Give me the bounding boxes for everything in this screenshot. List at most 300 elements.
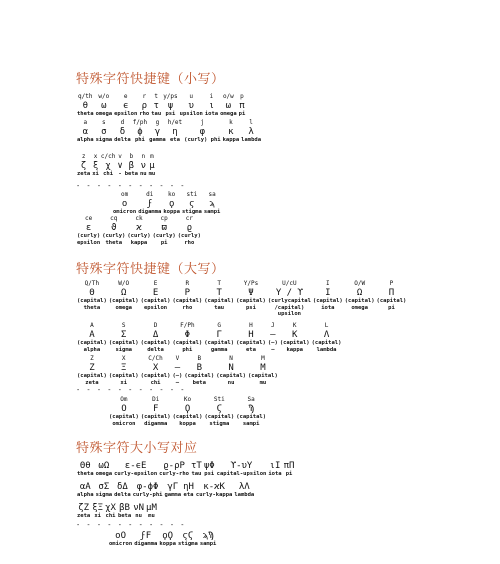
greek-symbol: Ω <box>356 287 363 298</box>
symbol-name-line1: (capital) <box>77 298 107 305</box>
symbol-name-line2: koppa <box>179 420 196 427</box>
symbol-name-line2: theta <box>83 304 101 311</box>
greek-symbol: Ζ <box>89 362 95 373</box>
greek-symbol: β <box>128 160 135 171</box>
shortcut-key: W/O <box>118 280 130 287</box>
greek-symbol: τ <box>153 100 159 111</box>
greek-symbol: ϒ-υΥ <box>230 461 253 471</box>
symbol-name: curly-phi <box>132 492 163 499</box>
symbol-name: stigma <box>181 209 202 216</box>
greek-symbol: Π <box>388 287 395 298</box>
greek-symbol: ϵ <box>123 100 129 111</box>
symbol-name: (curly) phi <box>184 137 221 144</box>
symbol-name: theta <box>77 111 94 118</box>
shortcut-key: Ko <box>183 396 192 403</box>
greek-symbol: ξ <box>92 160 99 171</box>
pairs-row-2 <box>76 482 255 499</box>
symbol-name: xi <box>94 513 101 520</box>
shortcut-key: m <box>150 153 154 160</box>
symbol-name: delta <box>114 137 131 144</box>
greek-symbol: πΠ <box>283 461 295 471</box>
shortcut-key: Om <box>120 396 128 403</box>
symbol-name-line2: rho <box>182 304 193 311</box>
greek-symbol: ιΙ <box>269 461 281 471</box>
symbol-name-line2: omega <box>115 304 132 311</box>
symbol-name-line1: (capital) <box>108 298 139 305</box>
greek-symbol: δ <box>119 126 126 137</box>
symbol-name-line1: (capital) <box>109 414 139 421</box>
symbol-name: sigma <box>95 137 113 144</box>
symbol-name-line1: (capital) <box>204 298 235 305</box>
symbol-name-line2: omega <box>351 304 368 311</box>
symbol-name: gamma <box>149 137 166 144</box>
shortcut-key: Y/Ps <box>243 280 259 287</box>
shortcut-key: Sti <box>213 396 225 403</box>
shortcut-key: Z <box>90 355 94 362</box>
greek-symbol: ν <box>140 160 147 171</box>
greek-symbol: Ϛ <box>216 403 223 414</box>
shortcut-key: j <box>200 119 205 126</box>
greek-symbol: ζ <box>80 160 87 171</box>
symbol-name-line1: (curly) <box>152 233 176 240</box>
greek-symbol: Δ <box>152 329 159 340</box>
greek-symbol: ι <box>208 100 215 111</box>
greek-symbol: γ <box>154 126 161 137</box>
symbol-name-line2: /capital) <box>274 304 305 311</box>
symbol-name: zeta <box>77 513 91 520</box>
shortcut-key: o/w <box>222 93 234 100</box>
symbol-name-line1: (–) <box>172 373 183 380</box>
greek-symbol: ϝϜ <box>140 531 152 541</box>
shortcut-key: ko <box>168 191 176 198</box>
symbol-name-line2: gamma <box>210 346 228 353</box>
symbol-name: phi <box>134 137 145 144</box>
symbol-name-line3 <box>140 311 172 317</box>
greek-symbol: η <box>172 126 178 137</box>
shortcut-key: ck <box>135 215 143 222</box>
greek-symbol: ψ <box>167 100 174 111</box>
symbol-name: iota <box>268 471 282 478</box>
lowercase-row-4 <box>112 192 221 216</box>
greek-symbol: α <box>82 126 88 137</box>
greek-symbol: χ <box>105 160 111 171</box>
symbol-name: - <box>118 171 122 178</box>
symbol-name-line1: (capital) <box>216 373 246 380</box>
greek-symbol: Υ / ϒ <box>275 287 303 298</box>
symbol-name-line1: (capital) <box>312 298 343 305</box>
greek-symbol: ϡ <box>209 198 215 209</box>
symbol-name: sigma <box>95 492 113 499</box>
greek-symbol: αΑ <box>79 482 91 492</box>
symbol-name: stigma <box>177 541 198 548</box>
symbol-name: capital-upsilon <box>216 471 267 478</box>
greek-symbol: ωΩ <box>98 461 110 471</box>
greek-symbol: Θ <box>89 287 95 298</box>
symbol-name-line1: (curly) <box>77 233 101 240</box>
lowercase-row-3 <box>76 154 156 178</box>
shortcut-key: e <box>123 93 128 100</box>
symbol-name-line2: epsilon <box>77 239 101 246</box>
symbol-name-line2: epsilon <box>143 304 168 311</box>
shortcut-key: di <box>146 191 154 198</box>
shortcut-key: G <box>217 322 221 329</box>
greek-symbol: ω <box>225 100 232 111</box>
symbol-name-line2: psi <box>246 304 256 311</box>
symbol-name: curly-kappa <box>195 492 233 499</box>
shortcut-key: ce <box>84 215 93 222</box>
symbol-name: tau <box>151 111 162 118</box>
shortcut-key: X <box>121 355 126 362</box>
greek-symbol: Α <box>89 329 95 340</box>
greek-symbol: δΔ <box>116 482 128 492</box>
shortcut-key: cp <box>160 215 168 222</box>
pairs-row-1 <box>76 461 295 478</box>
symbol-name: iota <box>204 111 219 118</box>
shortcut-key: p <box>240 93 244 100</box>
symbol-name: psi <box>204 471 215 478</box>
shortcut-key: t <box>154 93 159 100</box>
shortcut-key: n <box>141 153 146 160</box>
shortcut-key: H <box>249 322 253 329</box>
greek-symbol: υ <box>188 100 194 111</box>
shortcut-key: U/cU <box>282 280 297 287</box>
greek-symbol: λΛ <box>238 482 250 492</box>
symbol-name: sampi <box>199 541 217 548</box>
symbol-name-line2: eta <box>246 346 256 353</box>
symbol-name: beta <box>124 171 138 178</box>
shortcut-key: l <box>249 119 253 126</box>
symbol-name: digamma <box>138 209 162 216</box>
symbol-name: nu <box>140 171 147 178</box>
shortcut-key: g <box>155 119 160 126</box>
greek-symbol: ζΖ <box>78 503 90 513</box>
symbol-name-line1: (–) <box>267 340 278 347</box>
symbol-name-line1: (capital) <box>172 340 203 347</box>
shortcut-key: S <box>121 322 126 329</box>
greek-symbol: Ξ <box>121 362 127 373</box>
symbol-name-line1: (capital) <box>77 373 107 380</box>
shortcut-key: i <box>209 93 214 100</box>
greek-symbol: ϱ-ρΡ <box>163 461 185 471</box>
symbol-name: omicron <box>109 541 133 548</box>
greek-symbol: Τ <box>216 287 222 298</box>
greek-symbol: σΣ <box>98 482 110 492</box>
separator: - - - - - - - - - - - <box>76 386 186 394</box>
greek-symbol: οΟ <box>115 531 127 541</box>
greek-symbol: ϛ <box>189 198 195 209</box>
greek-symbol: Θθ <box>79 461 91 471</box>
symbol-name: koppa <box>159 541 176 548</box>
greek-symbol: ϙϘ <box>162 531 174 541</box>
symbol-name: lambda <box>234 492 255 499</box>
symbol-name-line3 <box>312 311 344 317</box>
shortcut-key: sti <box>186 191 198 198</box>
symbol-name-line2: theta <box>105 239 123 246</box>
symbol-name: rho <box>139 111 150 118</box>
shortcut-key: c/ch <box>100 153 116 160</box>
symbol-name-line2: omicron <box>112 420 136 427</box>
greek-symbol: ϰ <box>136 222 142 233</box>
greek-symbol: βΒ <box>119 503 130 513</box>
symbol-name: xi <box>92 171 99 178</box>
symbol-name: eta <box>183 492 194 499</box>
section-title-pairs: 特殊字符大小写对应 <box>76 441 198 456</box>
greek-symbol: Χ <box>152 362 159 373</box>
shortcut-key: V <box>175 355 180 362</box>
symbol-name-line2: chi <box>150 379 161 386</box>
shortcut-key: Sa <box>247 396 255 403</box>
greek-symbol: ηΗ <box>183 482 194 492</box>
shortcut-key: O/W <box>354 280 366 287</box>
symbol-name-line1: (capital) <box>248 373 278 380</box>
greek-symbol: ϙ <box>168 198 175 209</box>
symbol-name-line1: (curly) <box>102 233 126 240</box>
greek-symbol: Μ <box>260 362 266 373</box>
greek-symbol: φ <box>199 126 206 137</box>
symbol-name-line1: (capital) <box>236 298 266 305</box>
symbol-name-line1: (curly) <box>177 233 201 240</box>
symbol-name: kappa <box>222 137 240 144</box>
symbol-name-line2: iota <box>321 304 335 311</box>
symbol-name: sampi <box>203 209 221 216</box>
shortcut-key: Q/Th <box>84 280 100 287</box>
symbol-name: chi <box>103 171 114 178</box>
symbol-name-line2: xi <box>120 379 128 386</box>
shortcut-key: k <box>229 119 233 126</box>
greek-symbol: ψΦ <box>203 461 215 471</box>
symbol-name-line1: (capital) <box>172 414 203 421</box>
separator: - - - - - - - - - - - <box>76 521 186 529</box>
greek-symbol: π <box>239 100 245 111</box>
shortcut-key: E <box>153 280 158 287</box>
section-title-uppercase: 特殊字符快捷键（大写） <box>76 262 225 277</box>
greek-symbol: Ι <box>325 287 331 298</box>
greek-symbol: ο <box>121 198 128 209</box>
symbol-name-line2: pi <box>388 304 395 311</box>
greek-symbol: ϝ <box>147 198 153 209</box>
symbol-name-line2: digamma <box>144 420 168 427</box>
symbol-name-line2: – <box>271 346 275 353</box>
symbol-name-line1: (capital) <box>236 414 267 421</box>
shortcut-key: D <box>153 322 158 329</box>
shortcut-key: Di <box>152 396 160 403</box>
symbol-name-line1: (capital) <box>140 414 171 421</box>
greek-symbol: Ϙ <box>184 403 191 414</box>
greek-symbol: κ-ϰΚ <box>203 482 225 492</box>
symbol-name-line2: alpha <box>83 346 101 353</box>
symbol-name-line1: (curlycapital <box>267 298 311 305</box>
symbol-name-line2: rho <box>184 239 195 246</box>
greek-symbol: κ <box>228 126 234 137</box>
symbol-name: theta <box>77 471 94 478</box>
shortcut-key: L <box>324 322 329 329</box>
greek-symbol: Κ <box>292 329 298 340</box>
symbol-name-line2: kappa <box>130 239 148 246</box>
shortcut-key: q/th <box>78 93 93 100</box>
lowercase-row-1 <box>76 94 246 118</box>
symbol-name-line3 <box>76 311 108 317</box>
symbol-name-line2: stigma <box>209 420 230 427</box>
lowercase-row-2 <box>76 120 262 144</box>
shortcut-key: K <box>292 322 297 329</box>
pairs-row-3 <box>76 503 158 520</box>
shortcut-key: A <box>90 322 94 329</box>
greek-symbol: Η <box>248 329 254 340</box>
symbol-name: alpha <box>77 492 94 499</box>
symbol-name: zeta <box>77 171 91 178</box>
greek-symbol: Ο <box>121 403 127 414</box>
symbol-name-line3 <box>376 311 408 317</box>
greek-symbol: ϖ <box>161 222 167 233</box>
symbol-name-line3 <box>108 311 140 317</box>
lowercase-curly-row <box>76 216 202 246</box>
shortcut-key: x <box>93 153 98 160</box>
symbol-name-line1: (capital) <box>77 340 107 347</box>
greek-symbol: Ω <box>121 287 127 298</box>
shortcut-key: h/et <box>167 119 183 126</box>
symbol-name: pi <box>238 111 246 118</box>
symbol-name-line2: lambda <box>316 346 337 353</box>
symbol-name-line1: (capital) <box>108 340 139 347</box>
symbol-name-line1: (capital) <box>236 340 266 347</box>
symbol-name-line3 <box>203 311 235 317</box>
symbol-name: gamma <box>164 492 182 499</box>
shortcut-key: N <box>229 355 233 362</box>
symbol-name-line2: mu <box>259 379 267 386</box>
symbol-name-line1: (capital) <box>108 373 139 380</box>
shortcut-key: cr <box>185 215 193 222</box>
symbol-name-line2: phi <box>182 346 193 353</box>
symbol-name: psi <box>165 111 176 118</box>
greek-symbol: χΧ <box>105 503 116 513</box>
greek-symbol: ω <box>101 100 107 111</box>
symbol-name-line2: tau <box>214 304 225 311</box>
symbol-name: alpha <box>77 137 94 144</box>
symbol-name-line2: – <box>175 379 180 386</box>
shortcut-key: M <box>261 355 265 362</box>
greek-symbol: ϱ <box>186 222 193 233</box>
shortcut-key: sa <box>208 191 216 198</box>
symbol-name-line3 <box>171 311 203 317</box>
greek-symbol: φ-ϕΦ <box>136 482 159 492</box>
greek-symbol: Ρ <box>184 287 191 298</box>
symbol-name: nu <box>135 513 142 520</box>
shortcut-key: a <box>83 119 88 126</box>
greek-symbol: Ε <box>152 287 159 298</box>
greek-symbol: Ψ <box>248 287 254 298</box>
symbol-name: omega <box>220 111 237 118</box>
symbol-name: beta <box>117 513 132 520</box>
pairs-row-4 <box>108 531 217 548</box>
symbol-name-line3 <box>235 311 267 317</box>
uppercase-row-3 <box>76 356 279 386</box>
section-title-lowercase: 特殊字符快捷键（小写） <box>76 72 225 87</box>
uppercase-row-1 <box>76 281 407 317</box>
greek-symbol: ε-ϵΕ <box>124 461 147 471</box>
symbol-name-line2: sigma <box>115 346 132 353</box>
symbol-name-line1: (capital) <box>376 298 407 305</box>
symbol-name-line2: sampi <box>242 420 260 427</box>
symbol-name-line3 <box>344 311 376 317</box>
greek-symbol: γΓ <box>167 482 179 492</box>
symbol-name: pi <box>285 471 293 478</box>
symbol-name-line2: zeta <box>85 379 99 386</box>
shortcut-key: u <box>189 93 194 100</box>
symbol-name: lambda <box>241 137 262 144</box>
shortcut-key: z <box>81 153 86 160</box>
greek-symbol: Σ <box>121 329 127 340</box>
symbol-name: omicron <box>113 209 137 216</box>
symbol-name-line2: nu <box>227 379 235 386</box>
symbol-name-line1: (capital) <box>311 340 342 347</box>
greek-symbol: Λ <box>323 329 330 340</box>
greek-symbol: λ <box>248 126 254 137</box>
greek-symbol: ξΞ <box>92 503 104 513</box>
greek-symbol: σ <box>101 126 107 137</box>
symbol-name: upsilon <box>179 111 203 118</box>
symbol-name: digamma <box>134 541 158 548</box>
shortcut-key: om <box>120 191 129 198</box>
symbol-name: tau <box>191 471 202 478</box>
symbol-name-line1: (capital) <box>140 298 171 305</box>
symbol-name-line2: pi <box>160 239 168 246</box>
shortcut-key: r <box>142 93 147 100</box>
shortcut-key: b <box>129 153 134 160</box>
symbol-name-line1: (capital) <box>140 340 171 347</box>
greek-symbol: Φ <box>184 329 191 340</box>
symbol-name: omega <box>95 471 113 478</box>
greek-symbol: Ϡ <box>248 403 254 414</box>
greek-symbol: ϡϠ <box>202 531 214 541</box>
shortcut-key: B <box>197 355 202 362</box>
symbol-name-line1: (capital) <box>172 298 203 305</box>
greek-symbol: μ <box>149 160 155 171</box>
shortcut-key: F/Ph <box>180 322 195 329</box>
shortcut-key: I <box>326 280 330 287</box>
greek-symbol: – <box>270 329 276 340</box>
greek-symbol: ϛϚ <box>182 531 194 541</box>
symbol-name: eta <box>169 137 180 144</box>
greek-symbol: θ <box>82 100 88 111</box>
symbol-name-line1: (curly) <box>127 233 151 240</box>
symbol-name: delta <box>114 492 131 499</box>
symbol-name: mu <box>148 513 155 520</box>
symbol-name: curly-rho <box>159 471 189 478</box>
greek-symbol: Ν <box>228 362 234 373</box>
greek-symbol: Β <box>196 362 202 373</box>
shortcut-key: C/Ch <box>148 355 163 362</box>
symbol-name: chi <box>105 513 116 520</box>
greek-symbol: ρ <box>141 100 147 111</box>
shortcut-key: P <box>389 280 394 287</box>
symbol-name-line1: (capital) <box>344 298 375 305</box>
greek-symbol: Ϝ <box>153 403 159 414</box>
greek-symbol: ∨ <box>117 160 123 171</box>
greek-symbol: ϑ <box>111 222 117 233</box>
symbol-name: curly-epsilon <box>114 471 158 478</box>
shortcut-key: d <box>120 119 125 126</box>
shortcut-key: cq <box>110 215 118 222</box>
greek-symbol: νΝ <box>133 503 145 513</box>
symbol-name: epsilon <box>114 111 138 118</box>
greek-symbol: ϕ <box>137 126 143 137</box>
shortcut-key: v <box>118 153 122 160</box>
shortcut-key: f/ph <box>132 119 148 126</box>
shortcut-key: T <box>217 280 221 287</box>
symbol-name-line2: kappa <box>286 346 303 353</box>
symbol-name: omega <box>95 111 113 118</box>
symbol-name-line1: (capital) <box>184 373 215 380</box>
